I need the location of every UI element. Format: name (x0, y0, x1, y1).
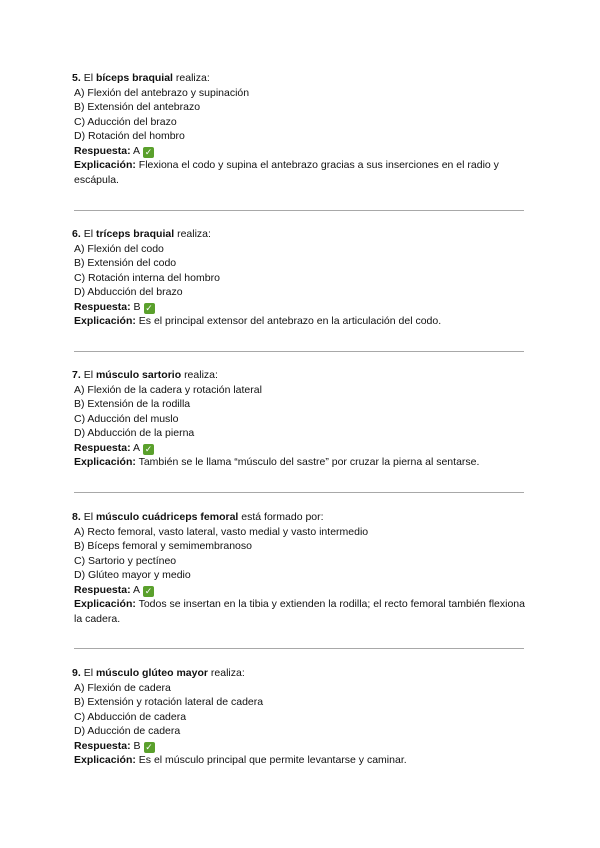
answer-line (74, 144, 528, 159)
question-suffix: realiza: (210, 667, 245, 679)
explanation-text: También se le llama “músculo del sastre” por cruzar la pierna al sentarse. (138, 456, 480, 468)
option-d: D) Aducción de cadera (74, 725, 181, 737)
answer-label: Respuesta: (74, 583, 131, 596)
question-number: 8. (72, 511, 81, 523)
option-a: A) Flexión del antebrazo y supinación (74, 86, 250, 99)
explanation-line (74, 597, 528, 626)
check-mark-icon: ✓ (144, 146, 153, 157)
option-c: C) Aducción del muslo (74, 412, 179, 425)
section-divider (74, 492, 524, 493)
section-divider (74, 648, 524, 649)
explanation-label: Explicación: (74, 159, 136, 171)
option-a: A) Flexión del codo (74, 242, 164, 255)
option-c: C) Sartorio y pectíneo (74, 554, 177, 567)
option-d: D) Rotación del hombro (74, 130, 185, 142)
question-subject: músculo glúteo mayor (95, 667, 208, 679)
question-subject: bíceps braquial (95, 72, 173, 84)
option-d: D) Glúteo mayor y medio (74, 569, 191, 581)
section-divider (74, 351, 524, 352)
option-b: B) Extensión del antebrazo (74, 101, 201, 113)
question-suffix: realiza: (177, 228, 211, 240)
explanation-label: Explicación: (74, 456, 136, 468)
question-title (72, 666, 528, 681)
question-title (72, 510, 528, 525)
answer-line (74, 739, 528, 754)
check-mark-icon: ✓ (144, 585, 153, 596)
explanation-text: Flexiona el codo y supina el antebrazo gracias a sus inserciones en el radio y escápula. (74, 159, 499, 186)
question-subject: tríceps braquial (95, 228, 175, 240)
question-subject: músculo cuádriceps femoral (95, 511, 239, 523)
question-9 (72, 666, 528, 768)
explanation-line (74, 314, 528, 329)
answer-value: B (133, 739, 141, 752)
question-prefix: El (83, 511, 94, 523)
option-a: A) Flexión de cadera (74, 681, 171, 694)
answer-value: B (133, 300, 141, 313)
question-suffix: realiza: (184, 369, 218, 381)
question-number: 7. (72, 369, 81, 381)
option-d: D) Abducción del brazo (74, 286, 183, 298)
question-suffix: realiza: (175, 72, 210, 84)
question-prefix: El (83, 667, 94, 679)
explanation-line (74, 455, 528, 470)
question-number: 9. (72, 667, 81, 679)
question-prefix: El (83, 72, 94, 84)
explanation-text: Es el músculo principal que permite levantarse y caminar. (138, 754, 407, 766)
explanation-label: Explicación: (74, 315, 136, 327)
check-mark-icon: ✓ (145, 302, 153, 313)
answer-label: Respuesta: (74, 441, 131, 454)
explanation-label: Explicación: (74, 598, 136, 610)
question-number: 5. (72, 72, 81, 84)
option-b: B) Extensión de la rodilla (74, 398, 191, 410)
question-number: 6. (72, 228, 81, 240)
explanation-line (74, 753, 528, 768)
option-a: A) Recto femoral, vasto lateral, vasto medial y vasto intermedio (74, 525, 369, 538)
question-8 (72, 510, 528, 626)
answer-label: Respuesta: (74, 144, 131, 157)
answer-line (74, 441, 528, 456)
answer-value: A (132, 583, 140, 596)
answer-line (74, 300, 528, 315)
explanation-label: Explicación: (74, 754, 136, 766)
explanation-text: Es el principal extensor del antebrazo en la articulación del codo. (138, 315, 442, 327)
answer-label: Respuesta: (74, 300, 131, 313)
question-5 (72, 71, 528, 187)
explanation-text: Todos se insertan en la tibia y extienden la rodilla; el recto femoral también flexiona la cadera. (74, 598, 525, 625)
option-c: C) Abducción de cadera (74, 710, 187, 723)
question-title (72, 227, 528, 242)
answer-line (74, 583, 528, 598)
question-suffix: está formado por: (241, 511, 324, 523)
answer-value: A (132, 441, 140, 454)
option-b: B) Extensión del codo (74, 257, 177, 269)
question-7 (72, 368, 528, 470)
question-title (72, 71, 528, 86)
answer-label: Respuesta: (74, 739, 131, 752)
option-c: C) Aducción del brazo (74, 115, 177, 128)
question-prefix: El (83, 369, 94, 381)
option-d: D) Abducción de la pierna (74, 427, 195, 439)
option-c: C) Rotación interna del hombro (74, 271, 220, 284)
check-mark-icon: ✓ (145, 741, 153, 752)
question-subject: músculo sartorio (95, 369, 182, 381)
option-a: A) Flexión de la cadera y rotación lateral (74, 383, 262, 396)
option-b: B) Bíceps femoral y semimembranoso (74, 540, 252, 552)
explanation-line (74, 158, 528, 187)
check-mark-icon: ✓ (144, 443, 153, 454)
question-title (72, 368, 528, 383)
question-6 (72, 227, 528, 329)
section-divider (74, 210, 524, 211)
option-b: B) Extensión y rotación lateral de cadera (74, 696, 264, 708)
question-prefix: El (83, 228, 94, 240)
answer-value: A (132, 144, 140, 157)
